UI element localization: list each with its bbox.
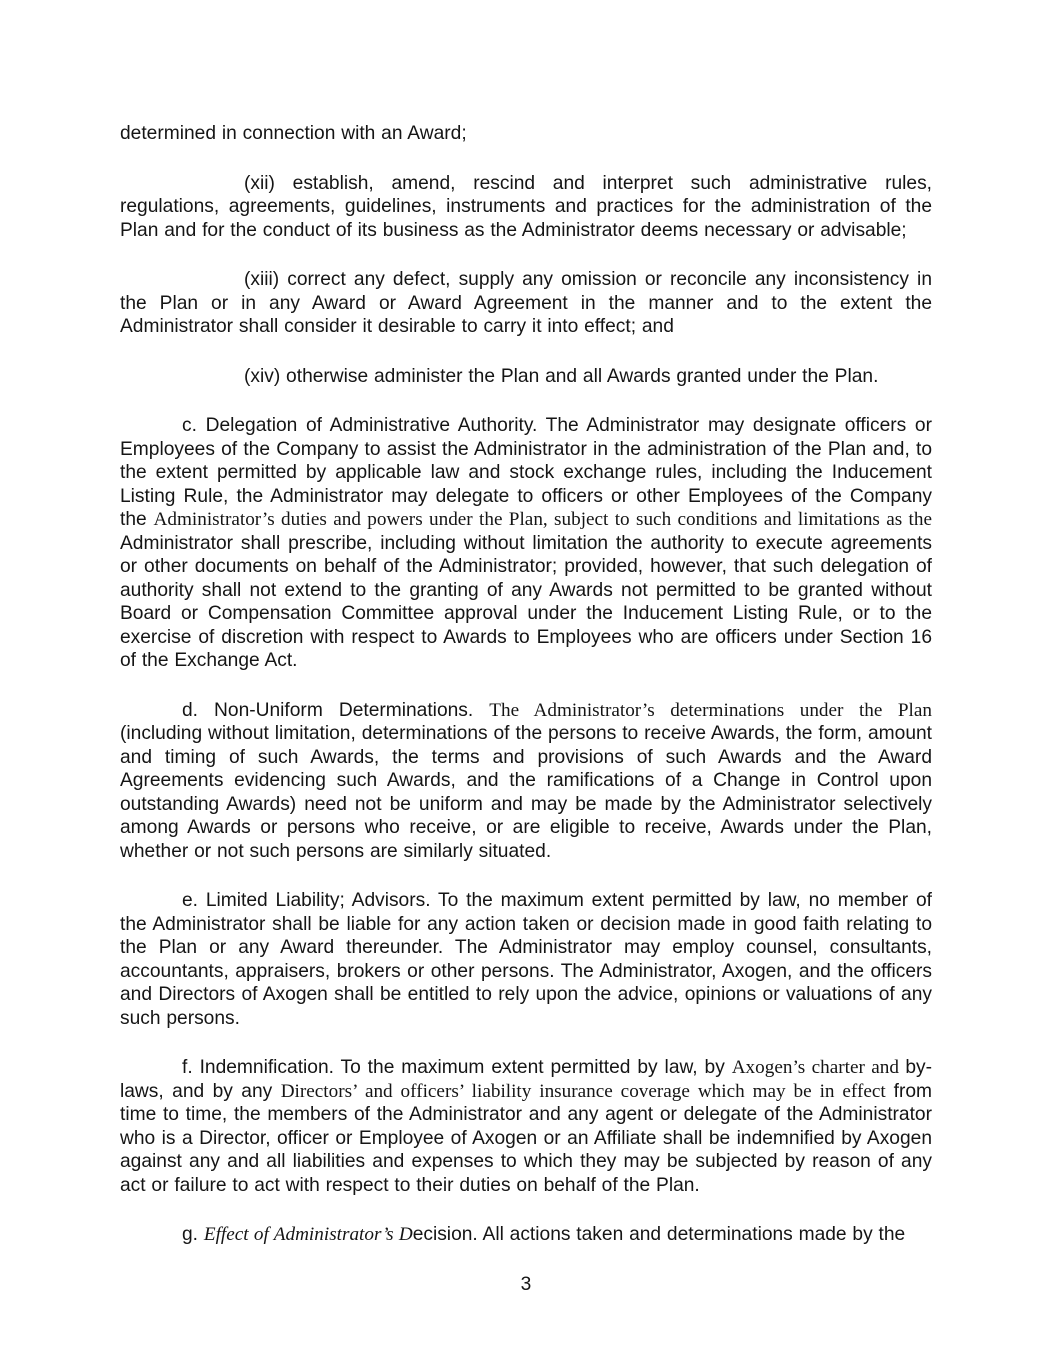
text-run: Administrator shall prescribe, including without limitation the authority to execute agreements or other documents on behalf of the Administrator; provided, however, that such delegation of authority shall not extend to the granting of any Awards not permitted to be granted without Board or Compensation Committee approval under the Inducement Listing Rule, or to the exercise of discretion with respect to Awards to Employees who are officers under Section 16 of the Exchange Act. bbox=[120, 532, 932, 671]
text-run-serif: The Administrator’s determinations under the Plan bbox=[489, 699, 933, 721]
list-item-xii bbox=[120, 172, 932, 243]
text-run-serif: Axogen’s charter and bbox=[731, 1057, 906, 1078]
text-run: by-laws, and by any bbox=[120, 1057, 932, 1102]
text-run-serif: Administrator’s duties and powers under the Plan, subject to such conditions and limitations as the bbox=[153, 509, 932, 530]
text-run: (xii) establish, amend, rescind and interpret such administrative rules, regulations, agreements, guidelines, instruments and practices for the administration of the Plan and for the conduct of its business as the Administrator deems necessary or advisable; bbox=[120, 172, 932, 241]
paragraph-section-c bbox=[120, 414, 932, 673]
text-run: ecision. All actions taken and determinations made by the bbox=[412, 1224, 906, 1245]
text-run: (xiv) otherwise administer the Plan and all Awards granted under the Plan. bbox=[244, 365, 879, 387]
list-item-xiv bbox=[120, 365, 932, 389]
paragraph-continuation bbox=[120, 122, 932, 146]
paragraph-section-f bbox=[120, 1056, 932, 1197]
text-run: c. Delegation of Administrative Authority. The Administrator may designate officers or Employees of the Company to assist the Administrator in the administration of the Plan and, to the extent permitted by applicable law and stock exchange rules, including the Inducement Listing Rule, the Administrator may delegate to officers or other Employees of the Company the bbox=[120, 415, 932, 530]
text-run: d. Non-Uniform Determinations. bbox=[182, 699, 490, 721]
text-run-serif-italic: Effect of Administrator’s D bbox=[203, 1224, 413, 1245]
list-item-xiii bbox=[120, 268, 932, 339]
text-run: (xiii) correct any defect, supply any omission or reconcile any inconsistency in the Plan or in any Award or Award Agreement in the manner and to the extent the Administrator shall consider it desirable to carry it into effect; and bbox=[120, 269, 932, 337]
paragraph-section-e bbox=[120, 889, 932, 1030]
text-run: (including without limitation, determinations of the persons to receive Awards, the form, amount and timing of such Awards, the terms and provisions of such Awards and the Award Agreements evidencing such Awards, and the ramifications of a Change in Control upon outstanding Awards) need not be uniform and may be made by the Administrator selectively among Awards or persons who receive, or are eligible to receive, Awards under the Plan, whether or not such persons are similarly situated. bbox=[120, 723, 932, 862]
text-run-serif: Directors’ and officers’ liability insurance coverage which may be in effect bbox=[280, 1080, 894, 1102]
text-run: f. Indemnification. To the maximum extent permitted by law, by bbox=[182, 1057, 732, 1078]
text-run: from time to time, the members of the Administrator and any agent or delegate of the Administrator who is a Director, officer or Employee of Axogen or an Affiliate shall be indemnified by Axogen against any and all liabilities and expenses to which they may be subjected by reason of any act or failure to act with respect to their duties on behalf of the Plan. bbox=[120, 1080, 932, 1196]
text-run: e. Limited Liability; Advisors. To the maximum extent permitted by law, no member of the Administrator shall be liable for any action taken or decision made in good faith relating to the Plan or any Award thereunder. The Administrator may employ counsel, consultants, accountants, appraisers, brokers or other persons. The Administrator, Axogen, and the officers and Directors of Axogen shall be entitled to rely upon the advice, opinions or valuations of any such persons. bbox=[120, 890, 932, 1029]
page-number bbox=[120, 1273, 932, 1297]
page-number-text: 3 bbox=[520, 1273, 532, 1295]
text-run: determined in connection with an Award; bbox=[120, 123, 467, 144]
text-run: g. bbox=[182, 1224, 204, 1245]
paragraph-section-g bbox=[120, 1223, 932, 1247]
paragraph-section-d bbox=[120, 699, 932, 864]
